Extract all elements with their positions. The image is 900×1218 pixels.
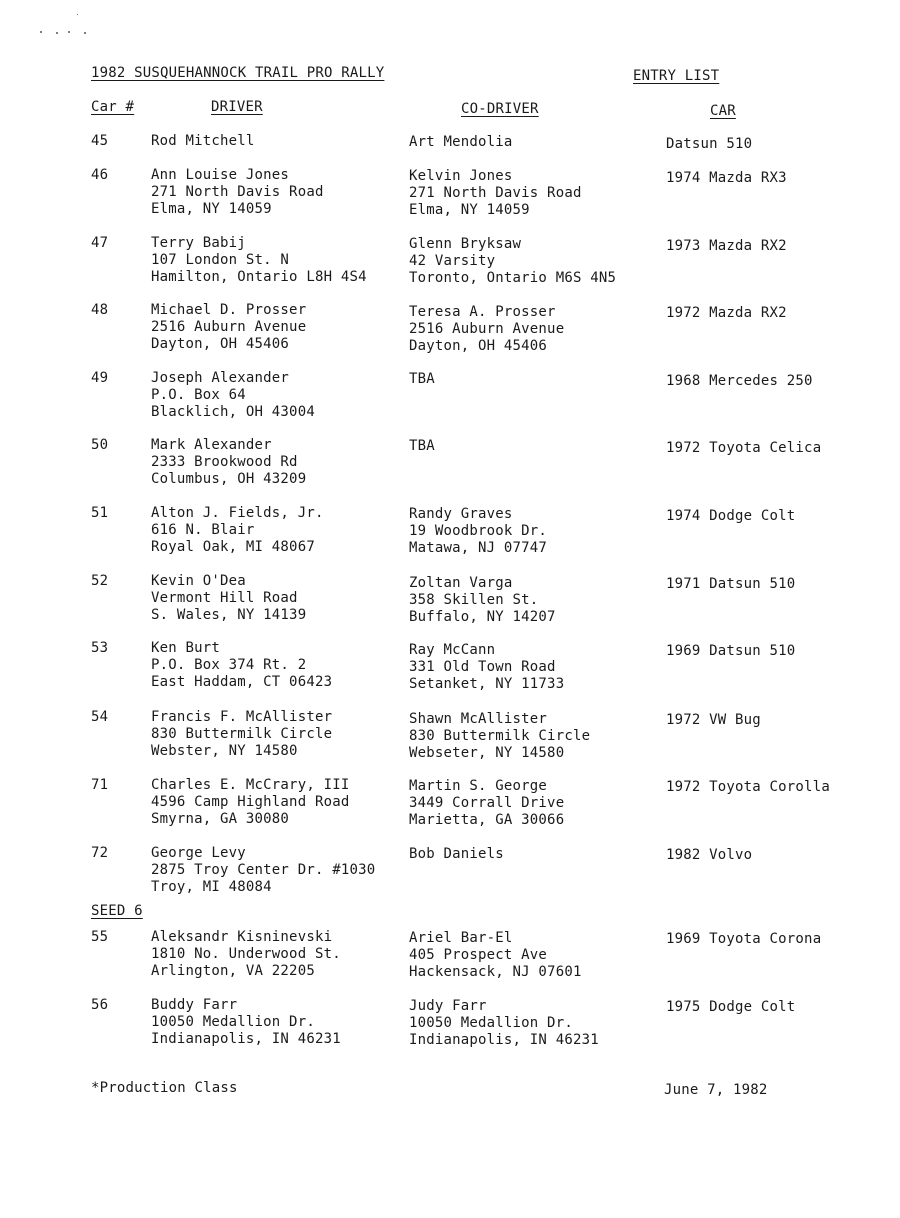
- co-driver-address-line: 405 Prospect Ave: [409, 947, 548, 963]
- co-driver-name: Martin S. George: [409, 778, 548, 794]
- co-driver-cell: [409, 371, 435, 388]
- co-driver-name: Teresa A. Prosser: [409, 304, 556, 320]
- car-number: 54: [91, 709, 109, 725]
- driver-address-line: 616 N. Blair: [151, 522, 255, 538]
- document-title: 1982 SUSQUEHANNOCK TRAIL PRO RALLY: [91, 65, 385, 81]
- car-model: 1974 Mazda RX3: [666, 170, 787, 186]
- co-driver-address-line: 19 Woodbrook Dr.: [409, 523, 548, 539]
- car-model: 1969 Datsun 510: [666, 643, 796, 659]
- car-number: 46: [91, 167, 109, 183]
- column-header-car-number: Car #: [91, 99, 135, 115]
- driver-name: George Levy: [151, 845, 246, 861]
- driver-address-line: 2875 Troy Center Dr. #1030: [151, 862, 376, 878]
- co-driver-cell: [409, 438, 435, 455]
- co-driver-address-line: Buffalo, NY 14207: [409, 609, 556, 625]
- co-driver-cell: [409, 134, 513, 151]
- car-number: 51: [91, 505, 109, 521]
- co-driver-address-line: 358 Skillen St.: [409, 592, 539, 608]
- entry-list-label: ENTRY LIST: [633, 68, 720, 84]
- driver-name: Terry Babij: [151, 235, 246, 251]
- driver-address-line: Webster, NY 14580: [151, 743, 298, 759]
- driver-cell: [151, 437, 306, 488]
- co-driver-name: Kelvin Jones: [409, 168, 513, 184]
- co-driver-cell: [409, 506, 547, 557]
- co-driver-address-line: Indianapolis, IN 46231: [409, 1032, 599, 1048]
- driver-cell: [151, 505, 324, 556]
- driver-address-line: 2333 Brookwood Rd: [151, 454, 298, 470]
- co-driver-cell: [409, 575, 556, 626]
- car-model: 1975 Dodge Colt: [666, 999, 796, 1015]
- car-model: 1971 Datsun 510: [666, 576, 796, 592]
- driver-name: Ken Burt: [151, 640, 221, 656]
- driver-address-line: Elma, NY 14059: [151, 201, 272, 217]
- car-number: 48: [91, 302, 109, 318]
- driver-address-line: Blacklich, OH 43004: [151, 404, 315, 420]
- co-driver-address-line: 830 Buttermilk Circle: [409, 728, 591, 744]
- driver-name: Michael D. Prosser: [151, 302, 307, 318]
- car-model: 1968 Mercedes 250: [666, 373, 813, 389]
- co-driver-name: TBA: [409, 438, 435, 454]
- co-driver-address-line: Matawa, NJ 07747: [409, 540, 548, 556]
- driver-address-line: Arlington, VA 22205: [151, 963, 315, 979]
- co-driver-cell: [409, 930, 582, 981]
- driver-cell: [151, 302, 306, 353]
- co-driver-address-line: Webseter, NY 14580: [409, 745, 565, 761]
- car-number: 50: [91, 437, 109, 453]
- driver-cell: [151, 167, 324, 218]
- car-number: 72: [91, 845, 109, 861]
- car-number: 56: [91, 997, 109, 1013]
- car-model: 1972 Toyota Corolla: [666, 779, 830, 795]
- car-number: 49: [91, 370, 109, 386]
- scan-speck: [40, 31, 42, 33]
- co-driver-address-line: Hackensack, NJ 07601: [409, 964, 582, 980]
- driver-name: Rod Mitchell: [151, 133, 255, 149]
- driver-address-line: East Haddam, CT 06423: [151, 674, 333, 690]
- driver-address-line: 4596 Camp Highland Road: [151, 794, 350, 810]
- driver-address-line: Hamilton, Ontario L8H 4S4: [151, 269, 367, 285]
- co-driver-cell: [409, 778, 564, 829]
- driver-address-line: P.O. Box 64: [151, 387, 246, 403]
- co-driver-address-line: 3449 Corrall Drive: [409, 795, 565, 811]
- driver-address-line: Smyrna, GA 30080: [151, 811, 290, 827]
- driver-name: Aleksandr Kisninevski: [151, 929, 333, 945]
- driver-name: Ann Louise Jones: [151, 167, 290, 183]
- driver-address-line: S. Wales, NY 14139: [151, 607, 307, 623]
- driver-cell: [151, 845, 375, 896]
- driver-name: Joseph Alexander: [151, 370, 290, 386]
- co-driver-name: Bob Daniels: [409, 846, 504, 862]
- co-driver-address-line: Setanket, NY 11733: [409, 676, 565, 692]
- co-driver-name: Randy Graves: [409, 506, 513, 522]
- co-driver-name: Judy Farr: [409, 998, 487, 1014]
- column-header-driver: DRIVER: [211, 99, 263, 115]
- driver-name: Kevin O'Dea: [151, 573, 246, 589]
- co-driver-address-line: Dayton, OH 45406: [409, 338, 548, 354]
- car-number: 47: [91, 235, 109, 251]
- driver-name: Alton J. Fields, Jr.: [151, 505, 324, 521]
- driver-address-line: P.O. Box 374 Rt. 2: [151, 657, 307, 673]
- co-driver-address-line: 331 Old Town Road: [409, 659, 556, 675]
- co-driver-address-line: Marietta, GA 30066: [409, 812, 565, 828]
- driver-name: Francis F. McAllister: [151, 709, 333, 725]
- driver-name: Charles E. McCrary, III: [151, 777, 350, 793]
- co-driver-name: Ray McCann: [409, 642, 496, 658]
- scan-speck: [77, 14, 78, 15]
- footer-note: *Production Class: [91, 1080, 238, 1096]
- driver-address-line: Indianapolis, IN 46231: [151, 1031, 341, 1047]
- co-driver-address-line: Toronto, Ontario M6S 4N5: [409, 270, 617, 286]
- co-driver-address-line: 2516 Auburn Avenue: [409, 321, 565, 337]
- car-model: 1973 Mazda RX2: [666, 238, 787, 254]
- driver-address-line: 10050 Medallion Dr.: [151, 1014, 315, 1030]
- co-driver-cell: [409, 846, 504, 863]
- driver-address-line: 1810 No. Underwood St.: [151, 946, 341, 962]
- driver-cell: [151, 777, 349, 828]
- driver-address-line: Dayton, OH 45406: [151, 336, 290, 352]
- driver-cell: [151, 997, 341, 1048]
- car-model: Datsun 510: [666, 136, 753, 152]
- column-header-car: CAR: [710, 103, 736, 119]
- driver-cell: [151, 929, 341, 980]
- co-driver-cell: [409, 998, 599, 1049]
- car-number: 53: [91, 640, 109, 656]
- co-driver-cell: [409, 711, 590, 762]
- co-driver-cell: [409, 642, 564, 693]
- co-driver-cell: [409, 236, 616, 287]
- driver-address-line: 271 North Davis Road: [151, 184, 324, 200]
- driver-address-line: Royal Oak, MI 48067: [151, 539, 315, 555]
- scan-speck: [68, 31, 70, 33]
- driver-address-line: 2516 Auburn Avenue: [151, 319, 307, 335]
- driver-address-line: Vermont Hill Road: [151, 590, 298, 606]
- co-driver-address-line: 271 North Davis Road: [409, 185, 582, 201]
- driver-name: Mark Alexander: [151, 437, 272, 453]
- car-model: 1974 Dodge Colt: [666, 508, 796, 524]
- scan-speck: [84, 32, 86, 34]
- car-number: 71: [91, 777, 109, 793]
- car-model: 1969 Toyota Corona: [666, 931, 822, 947]
- co-driver-name: Shawn McAllister: [409, 711, 548, 727]
- driver-address-line: 830 Buttermilk Circle: [151, 726, 333, 742]
- car-number: 55: [91, 929, 109, 945]
- driver-address-line: Columbus, OH 43209: [151, 471, 307, 487]
- driver-name: Buddy Farr: [151, 997, 238, 1013]
- co-driver-name: Art Mendolia: [409, 134, 513, 150]
- co-driver-name: Ariel Bar-El: [409, 930, 513, 946]
- car-model: 1972 VW Bug: [666, 712, 761, 728]
- co-driver-address-line: 10050 Medallion Dr.: [409, 1015, 573, 1031]
- driver-cell: [151, 709, 332, 760]
- car-number: 45: [91, 133, 109, 149]
- co-driver-name: Zoltan Varga: [409, 575, 513, 591]
- driver-address-line: 107 London St. N: [151, 252, 290, 268]
- co-driver-address-line: Elma, NY 14059: [409, 202, 530, 218]
- scan-speck: [56, 32, 58, 34]
- driver-cell: [151, 370, 315, 421]
- column-header-co-driver: CO-DRIVER: [461, 101, 539, 117]
- driver-cell: [151, 640, 332, 691]
- co-driver-cell: [409, 168, 582, 219]
- driver-cell: [151, 235, 367, 286]
- driver-cell: [151, 133, 255, 150]
- car-model: 1972 Toyota Celica: [666, 440, 822, 456]
- car-model: 1972 Mazda RX2: [666, 305, 787, 321]
- seed-label: SEED 6: [91, 903, 143, 919]
- driver-address-line: Troy, MI 48084: [151, 879, 272, 895]
- footer-date: June 7, 1982: [664, 1082, 768, 1098]
- co-driver-address-line: 42 Varsity: [409, 253, 496, 269]
- co-driver-name: Glenn Bryksaw: [409, 236, 522, 252]
- driver-cell: [151, 573, 306, 624]
- car-model: 1982 Volvo: [666, 847, 753, 863]
- car-number: 52: [91, 573, 109, 589]
- co-driver-name: TBA: [409, 371, 435, 387]
- co-driver-cell: [409, 304, 564, 355]
